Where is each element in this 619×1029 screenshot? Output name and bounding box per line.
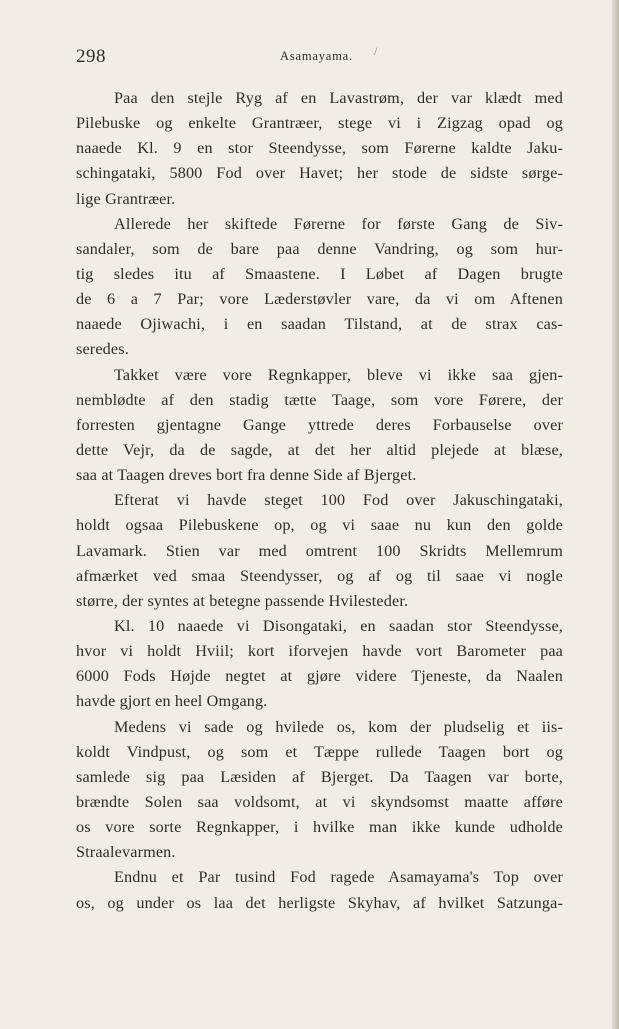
- text-line: naaede Kl. 9 en stor Steendysse, som Førerne kaldte Jaku-: [76, 139, 563, 158]
- text-line: Endnu et Par tusind Fod ragede Asamayama's Top over: [114, 868, 563, 887]
- paragraph: [76, 86, 563, 212]
- paragraph: [76, 715, 563, 866]
- text-line: Medens vi sade og hvilede os, kom der pludselig et iis-: [114, 717, 563, 736]
- text-line: større, der syntes at betegne passende Hvilesteder.: [76, 591, 409, 610]
- text-line: samlede sig paa Læsiden af Bjerget. Da Taagen var borte,: [76, 767, 563, 786]
- running-title: Asamayama.: [280, 49, 353, 63]
- text-line: Efterat vi havde steget 100 Fod over Jakuschingataki,: [114, 491, 563, 510]
- page-edge-shadow: [612, 0, 619, 1029]
- paragraph: [76, 212, 563, 363]
- text-line: Straalevarmen.: [76, 843, 176, 862]
- text-line: hvor vi holdt Hviil; kort iforvejen havde vort Barometer paa: [76, 642, 563, 661]
- text-line: naaede Ojiwachi, i en saadan Tilstand, at de strax cas-: [76, 315, 563, 334]
- text-line: lige Grantræer.: [76, 189, 176, 208]
- text-line: sandaler, som de bare paa denne Vandring, og som hur-: [76, 239, 563, 258]
- stray-pencil-mark: /: [374, 44, 378, 58]
- text-line: schingataki, 5800 Fod over Havet; her stode de sidste sørge-: [76, 164, 563, 183]
- text-line: forresten gjentagne Gange yttrede deres Forbauselse over: [76, 415, 563, 434]
- text-line: dette Vejr, da de sagde, at det her altid plejede at blæse,: [76, 440, 563, 459]
- text-line: os vore sorte Regnkapper, i hvilke man ikke kunde udholde: [76, 818, 563, 837]
- text-line: os, og under os laa det herligste Skyhav, af hvilket Satzunga-: [76, 893, 563, 912]
- text-line: 6000 Fods Højde negtet at gjøre videre Tjeneste, da Naalen: [76, 667, 563, 686]
- paragraph: [76, 488, 563, 614]
- body-text: [76, 86, 563, 916]
- text-line: havde gjort en heel Omgang.: [76, 692, 268, 711]
- text-line: tig sledes itu af Smaastene. I Løbet af Dagen brugte: [76, 264, 563, 283]
- paragraph: [76, 363, 563, 489]
- paragraph: [76, 865, 563, 915]
- text-line: seredes.: [76, 340, 129, 359]
- text-line: brændte Solen saa voldsomt, at vi skyndsomst maatte afføre: [76, 792, 563, 811]
- text-line: nemblødte af den stadig tætte Taage, som vore Førere, der: [76, 390, 563, 409]
- text-line: Pilebuske og enkelte Grantræer, stege vi i Zigzag opad og: [76, 114, 563, 133]
- text-line: Lavamark. Stien var med omtrent 100 Skridts Mellemrum: [76, 541, 563, 560]
- text-line: Paa den stejle Ryg af en Lavastrøm, der var klædt med: [114, 89, 563, 107]
- text-line: afmærket ved smaa Steendysser, og af og til saae vi nogle: [76, 566, 563, 585]
- text-line: saa at Taagen dreves bort fra denne Side af Bjerget.: [76, 466, 417, 485]
- text-line: Takket være vore Regnkapper, bleve vi ikke saa gjen-: [114, 365, 563, 384]
- text-line: de 6 a 7 Par; vore Læderstøvler vare, da vi om Aftenen: [76, 290, 563, 309]
- paragraph: [76, 614, 563, 715]
- page-number: 298: [76, 46, 106, 67]
- text-line: koldt Vindpust, og som et Tæppe rullede Taagen bort og: [76, 742, 563, 761]
- page-header: [76, 44, 562, 70]
- text-line: holdt ogsaa Pilebuskene op, og vi saae nu kun den golde: [76, 516, 563, 535]
- text-line: Allerede her skiftede Førerne for første Gang de Siv-: [114, 214, 563, 233]
- text-line: Kl. 10 naaede vi Disongataki, en saadan stor Steendysse,: [114, 616, 563, 635]
